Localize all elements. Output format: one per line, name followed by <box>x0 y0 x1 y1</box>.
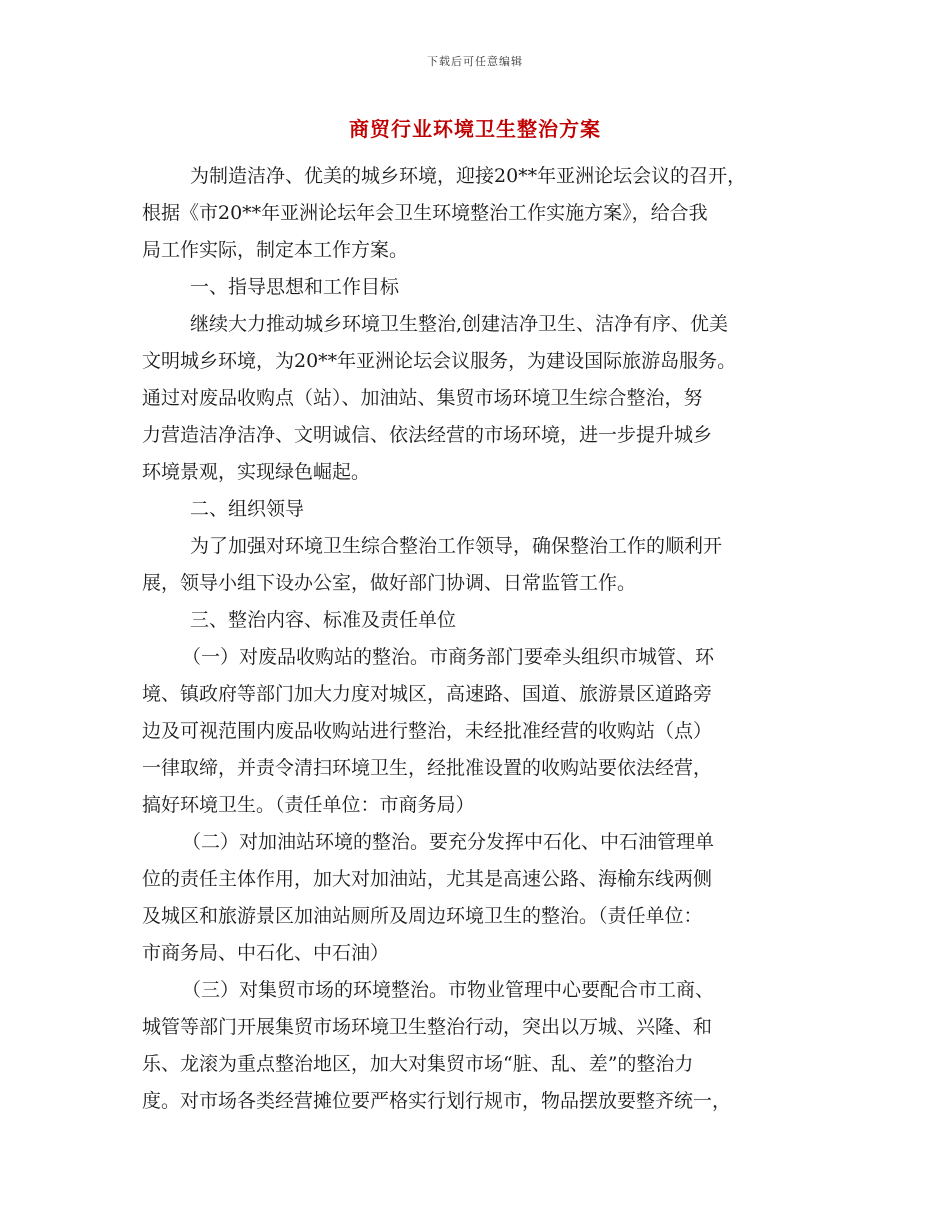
section-heading: 一、指导思想和工作目标 <box>190 276 400 298</box>
text-line: （三）对集贸市场的环境整治。市物业管理中心要配合市工商、 <box>182 979 715 1001</box>
text-line: 环境景观，实现绿色崛起。 <box>142 461 371 483</box>
text-line: 文明城乡环境，为20**年亚洲论坛会议服务，为建设国际旅游岛服务。 <box>142 350 737 372</box>
text-line: 为了加强对环境卫生综合整治工作领导，确保整治工作的顺利开 <box>190 535 723 557</box>
text-line: 乐、龙滚为重点整治地区，加大对集贸市场“脏、乱、差”的整治力 <box>142 1053 694 1075</box>
document-title: 商贸行业环境卫生整治方案 <box>349 117 601 141</box>
text-line: （二）对加油站环境的整治。要充分发挥中石化、中石油管理单 <box>182 831 715 853</box>
text-line: 城管等部门开展集贸市场环境卫生整治行动，突出以万城、兴隆、和 <box>142 1016 713 1038</box>
text-line: （一）对废品收购站的整治。市商务部门要牵头组织市城管、环 <box>182 646 715 668</box>
text-line: 为制造洁净、优美的城乡环境，迎接20**年亚洲论坛会议的召开， <box>190 165 747 187</box>
text-line: 一律取缔，并责令清扫环境卫生，经批准设置的收购站要依法经营， <box>142 757 713 779</box>
text-line: 及城区和旅游景区加油站厕所及周边环境卫生的整治。（责任单位： <box>142 905 703 927</box>
text-line: 局工作实际，制定本工作方案。 <box>142 239 409 261</box>
text-line: 搞好环境卫生。（责任单位：市商务局） <box>142 794 475 816</box>
text-line: 位的责任主体作用，加大对加油站，尤其是高速公路、海榆东线两侧 <box>142 868 713 890</box>
text-line: 境、镇政府等部门加大力度对城区，高速路、国道、旅游景区道路旁 <box>142 683 713 705</box>
text-line: 度。对市场各类经营摊位要严格实行划行规市，物品摆放要整齐统一， <box>142 1090 732 1112</box>
text-line: 通过对废品收购点（站）、加油站、集贸市场环境卫生综合整治，努 <box>142 387 703 409</box>
header-note: 下载后可任意编辑 <box>427 55 523 68</box>
section-heading: 三、整治内容、标准及责任单位 <box>190 609 457 631</box>
text-line: 继续大力推动城乡环境卫生整治,创建洁净卫生、洁净有序、优美 <box>190 313 729 335</box>
section-heading: 二、组织领导 <box>190 498 305 520</box>
text-line: 边及可视范围内废品收购站进行整治，未经批准经营的收购站（点） <box>142 720 713 742</box>
text-line: 力营造洁净洁净、文明诚信、依法经营的市场环境，进一步提升城乡 <box>142 424 713 446</box>
text-line: 根据《市20**年亚洲论坛年会卫生环境整治工作实施方案》，给合我 <box>142 202 708 224</box>
text-line: 市商务局、中石化、中石油） <box>142 942 390 964</box>
text-line: 展，领导小组下设办公室，做好部门协调、日常监管工作。 <box>142 572 637 594</box>
